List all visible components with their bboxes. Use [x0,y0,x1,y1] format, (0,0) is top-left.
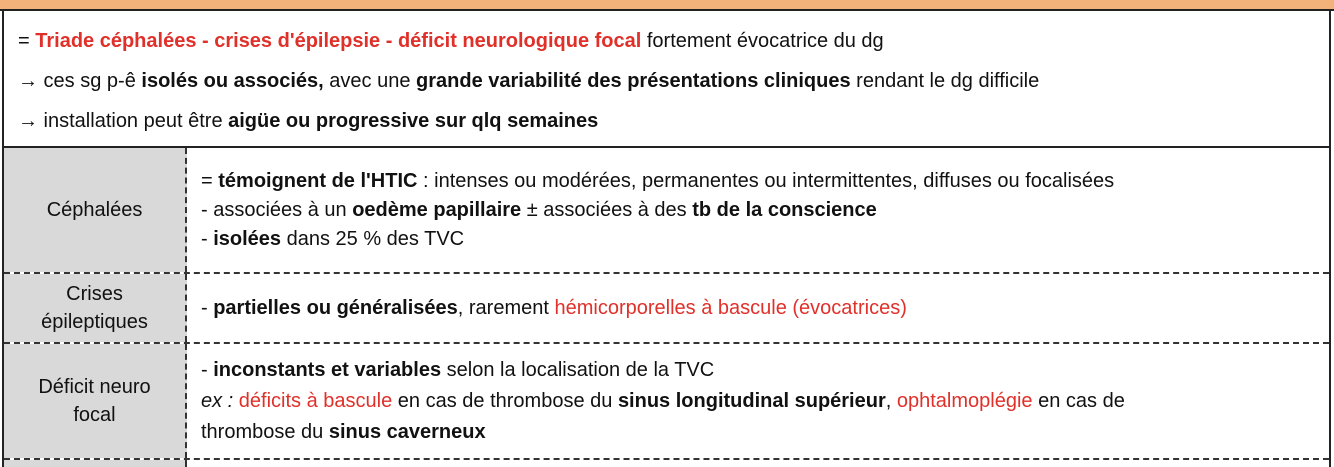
text-span: , [885,389,897,412]
intro-line-3 [18,101,1329,141]
text-span: - [201,358,214,381]
red-span: (évocatrices) [786,296,907,319]
arrow-icon: → [18,70,38,92]
table-row-cephalees [4,148,1329,274]
row-label: Céphalées [46,199,143,221]
text-span: - associées à un [201,198,353,221]
header-bar [0,0,1334,11]
row-label: Crises [66,283,123,305]
intro-prefix: = [18,30,36,52]
row-content-cell [187,274,1329,342]
content-line [201,386,1329,417]
text-span: = [201,169,219,192]
text-span: : intenses ou modérées, permanentes ou intermittentes, diffuses ou focalisées [417,169,1115,192]
row-label: épileptiques [41,311,148,333]
content-line [201,355,1329,386]
content-line [201,196,1329,225]
text-span: thrombose du [201,420,329,443]
text-span: - [201,227,214,250]
text-span: dans 25 % des TVC [281,227,465,250]
bold-span: oedème papillaire [352,198,522,221]
text-span: ± associées à des [521,198,693,221]
red-span: ophtalmoplégie [896,389,1033,412]
text-span: installation peut être [38,110,229,132]
bold-span: tb de la conscience [692,198,877,221]
red-span: hémicorporelles à bascule [554,296,787,319]
bold-span: sinus caverneux [328,420,486,443]
content-line [201,417,1329,448]
italic-span: ex : [201,389,234,412]
text-span: - [201,296,214,319]
intro-section [2,13,1329,148]
intro-rest: fortement évocatrice du dg [641,30,884,52]
bold-span: aigüe ou progressive sur qlq semaines [228,110,599,132]
content-line [201,294,1329,323]
next-row-stub [4,460,187,467]
arrow-icon: → [18,110,38,132]
bold-span: isolés ou associés, [141,70,324,92]
text-span: avec une [323,70,417,92]
text-span: en cas de thrombose du [392,389,618,412]
bold-span: sinus longitudinal supérieur [617,389,886,412]
row-content-cell [187,344,1329,458]
text-span: selon la localisation de la TVC [441,358,715,381]
row-label: focal [73,404,116,426]
table-row-crises [4,274,1329,344]
text-span: en cas de [1032,389,1125,412]
intro-line-1 [18,21,1329,61]
row-label-cell [4,274,187,342]
row-label: Déficit neuro [38,376,151,398]
content-line [201,167,1329,196]
triade-text: Triade céphalées - crises d'épilepsie - déficit neurologique focal [35,30,642,52]
bold-span: partielles ou généralisées [213,296,458,319]
intro-line-2 [18,61,1329,101]
row-label-cell [4,148,187,272]
text-span: rendant le dg difficile [850,70,1040,92]
bold-span: isolées [213,227,282,250]
text-span: ces sg p-ê [38,70,142,92]
bold-span: grande variabilité des présentations cliniques [416,70,851,92]
row-label-cell [4,344,187,458]
red-span: déficits à bascule [233,389,393,412]
content-line [201,225,1329,254]
bold-span: témoignent de l'HTIC [218,169,418,192]
text-span: , rarement [457,296,555,319]
table-row-deficit [4,344,1329,460]
bold-span: inconstants et variables [213,358,442,381]
row-content-cell [187,148,1329,272]
